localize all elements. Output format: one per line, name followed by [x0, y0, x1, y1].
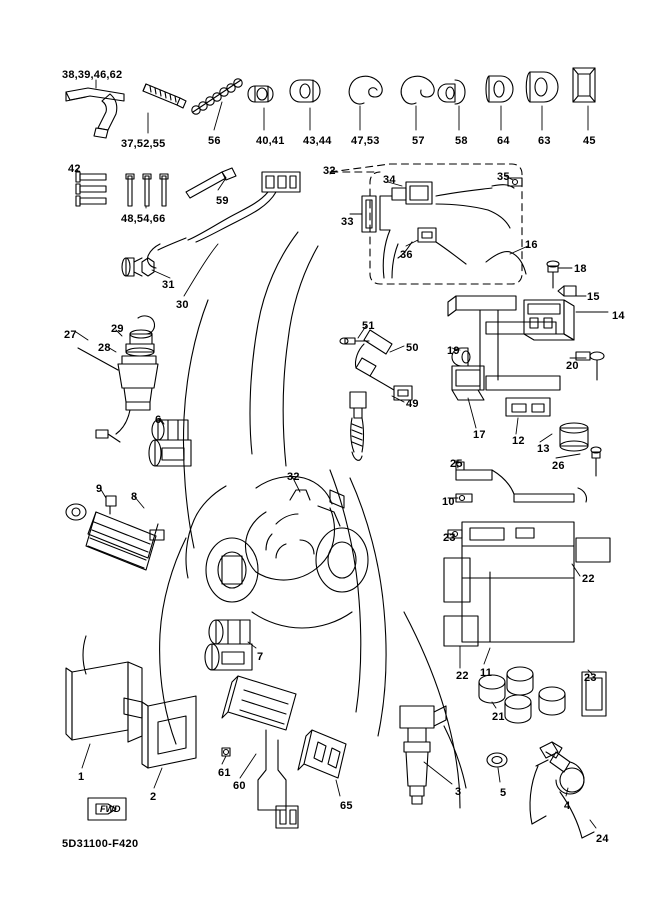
- label-33: 33: [341, 216, 354, 228]
- label-4: 4: [564, 800, 571, 812]
- label-12: 12: [512, 435, 525, 447]
- label-64: 64: [497, 135, 510, 147]
- label-27: 27: [64, 329, 77, 341]
- label-7: 7: [257, 651, 264, 663]
- label-22-bottom: 22: [456, 670, 469, 682]
- label-21: 21: [492, 711, 505, 723]
- label-34: 34: [383, 174, 396, 186]
- label-11: 11: [480, 667, 493, 679]
- label-25: 25: [450, 458, 463, 470]
- label-58: 58: [455, 135, 468, 147]
- label-2: 2: [150, 791, 157, 803]
- label-28: 28: [98, 342, 111, 354]
- label-13: 13: [537, 443, 550, 455]
- label-36: 36: [400, 249, 413, 261]
- label-10: 10: [442, 496, 455, 508]
- label-20: 20: [566, 360, 579, 372]
- label-47-53: 47,53: [351, 135, 380, 147]
- label-60: 60: [233, 780, 246, 792]
- label-37-52-55: 37,52,55: [121, 138, 166, 150]
- label-35: 35: [497, 171, 510, 183]
- label-29: 29: [111, 323, 124, 335]
- label-57: 57: [412, 135, 425, 147]
- label-40-41: 40,41: [256, 135, 285, 147]
- label-48-54-66: 48,54,66: [121, 213, 166, 225]
- label-45: 45: [583, 135, 596, 147]
- label-49: 49: [406, 398, 419, 410]
- label-65: 65: [340, 800, 353, 812]
- label-15: 15: [587, 291, 600, 303]
- label-51: 51: [362, 320, 375, 332]
- label-22-right: 22: [582, 573, 595, 585]
- label-5: 5: [500, 787, 507, 799]
- label-23-right: 23: [584, 672, 597, 684]
- label-31: 31: [162, 279, 175, 291]
- label-17: 17: [473, 429, 486, 441]
- label-8: 8: [131, 491, 138, 503]
- label-16: 16: [525, 239, 538, 251]
- label-14: 14: [612, 310, 625, 322]
- label-32-top: 32: [323, 165, 336, 177]
- label-61: 61: [218, 767, 231, 779]
- label-30: 30: [176, 299, 189, 311]
- diagram-code: 5D31100-F420: [62, 838, 139, 850]
- label-1: 1: [78, 771, 85, 783]
- label-18: 18: [574, 263, 587, 275]
- label-42: 42: [68, 163, 81, 175]
- label-19: 19: [447, 345, 460, 357]
- label-23-left: 23: [443, 532, 456, 544]
- label-26: 26: [552, 460, 565, 472]
- label-32-center: 32: [287, 471, 300, 483]
- label-3: 3: [455, 786, 462, 798]
- label-63: 63: [538, 135, 551, 147]
- fwd-direction-marker: FWD: [100, 804, 121, 814]
- label-9: 9: [96, 483, 103, 495]
- label-56: 56: [208, 135, 221, 147]
- label-50: 50: [406, 342, 419, 354]
- label-6: 6: [155, 414, 162, 426]
- label-43-44: 43,44: [303, 135, 332, 147]
- label-59: 59: [216, 195, 229, 207]
- label-38-39-46-62: 38,39,46,62: [62, 69, 123, 81]
- label-24: 24: [596, 833, 609, 845]
